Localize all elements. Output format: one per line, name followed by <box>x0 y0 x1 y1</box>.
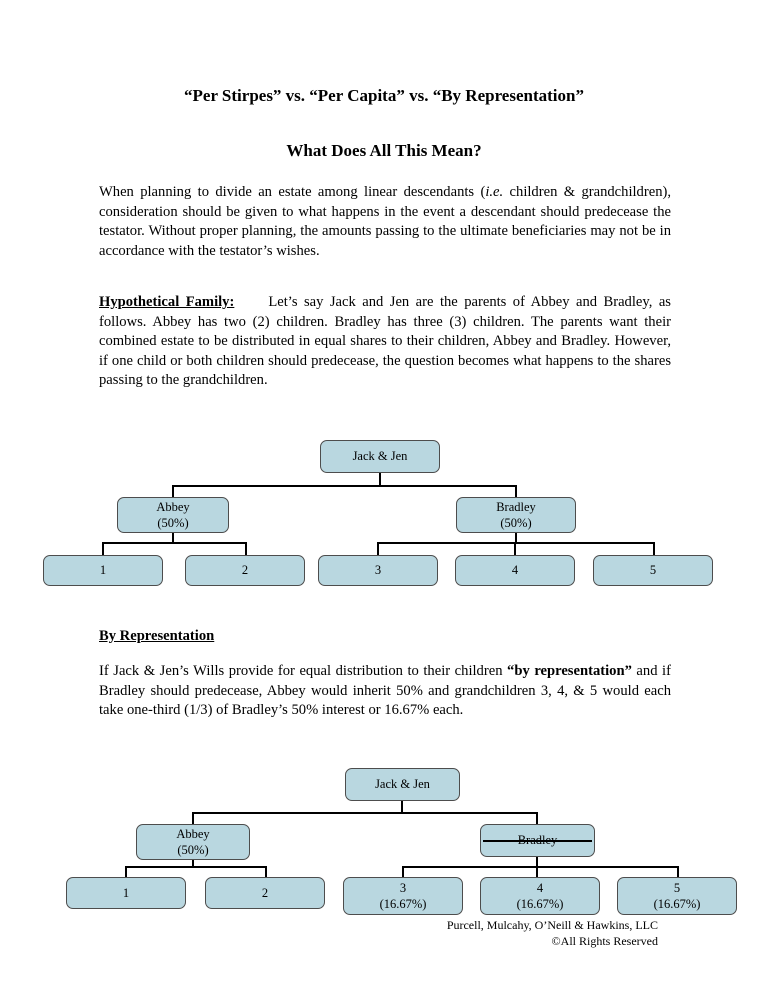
tree-connector <box>677 866 679 877</box>
tree-connector <box>377 542 379 555</box>
tree-connector <box>245 542 247 555</box>
intro-paragraph <box>99 183 671 261</box>
strikethrough-line <box>483 840 592 842</box>
tree2-child-label: 2 <box>261 885 269 900</box>
by-representation-heading: By Representation <box>99 628 215 644</box>
tree2-root-node <box>345 768 460 801</box>
tree2-root-label: Jack & Jen <box>375 777 430 792</box>
tree1-child-label: 2 <box>241 563 249 578</box>
intro-text-part2: children & grandchildren), consideration should be given to what happens in the event a descendant should predecease the testator. Without proper planning, the amounts passing to the ultimate beneficiaries may not be in accordance with the testator’s wishes. <box>99 184 671 259</box>
hypothetical-text: Let’s say Jack and Jen are the parents of Abbey and Bradley, as follows. Abbey has two (2) children. Bradley has three (3) children. The parents want their combined estate to be distributed in equal shares to their children, Abbey and Bradley. However, if one child or both children should predecease, the question becomes what happens to the shares passing to the grandchildren. <box>99 294 671 389</box>
tree1-abbey-node <box>117 497 229 533</box>
tree2-child-node <box>343 877 463 915</box>
tree2-abbey-name: Abbey <box>176 826 210 841</box>
tree-connector <box>172 485 174 497</box>
tree2-bradley-node-deceased <box>480 824 595 857</box>
tree2-abbey-share: (50%) <box>177 843 209 857</box>
tree2-child-share: (16.67%) <box>516 897 564 911</box>
tree-connector <box>515 485 517 497</box>
page-title: “Per Stirpes” vs. “Per Capita” vs. “By Representation” <box>184 86 584 105</box>
tree-connector <box>265 866 267 877</box>
hypothetical-heading: Hypothetical Family: <box>99 294 235 310</box>
tree2-child-node <box>205 877 325 909</box>
footer-firm-name: Purcell, Mulcahy, O’Neill & Hawkins, LLC <box>446 918 658 932</box>
tree2-child-node <box>617 877 737 915</box>
tree1-root-node <box>320 440 440 473</box>
tree2-child-label: 3 <box>399 880 407 895</box>
tree1-child-node <box>455 555 575 586</box>
tree2-child-share: (16.67%) <box>379 897 427 911</box>
tree1-child-node <box>43 555 163 586</box>
tree1-child-label: 4 <box>511 563 519 578</box>
tree2-child-node <box>66 877 186 909</box>
tree-connector <box>514 542 516 555</box>
by-rep-text-part2: and if Bradley should predecease, Abbey would inherit 50% and grandchildren 3, 4, & 5 would each take one-third (1/3) of Bradley’s 50% interest or 16.67% each. <box>99 663 671 719</box>
tree1-child-node <box>185 555 305 586</box>
tree-connector <box>377 542 655 544</box>
tree2-abbey-node <box>136 824 250 860</box>
hypothetical-paragraph <box>99 293 671 391</box>
page-subtitle: What Does All This Mean? <box>286 141 482 160</box>
tree2-child-node <box>480 877 600 915</box>
tree2-child-label: 1 <box>122 885 130 900</box>
tree1-abbey-name: Abbey <box>156 499 190 514</box>
tree1-bradley-node <box>456 497 576 533</box>
tree-connector <box>102 542 104 555</box>
tree-connector <box>125 866 127 877</box>
tree1-child-label: 1 <box>99 563 107 578</box>
tree1-child-node <box>318 555 438 586</box>
tree-connector <box>402 866 679 868</box>
tree-connector <box>536 866 538 877</box>
intro-text-part1: When planning to divide an estate among linear descendants ( <box>99 184 486 200</box>
tree2-child-share: (16.67%) <box>653 897 701 911</box>
by-rep-text-bold: “by representation” <box>507 663 632 679</box>
tree1-child-label: 3 <box>374 563 382 578</box>
tree-connector <box>192 812 538 814</box>
tree-connector <box>653 542 655 555</box>
tree1-root-label: Jack & Jen <box>352 449 408 464</box>
tree-connector <box>102 542 247 544</box>
intro-text-italic: i.e. <box>485 184 504 200</box>
tree1-child-node <box>593 555 713 586</box>
tree2-child-label: 5 <box>673 880 681 895</box>
tree2-child-label: 4 <box>536 880 544 895</box>
by-representation-paragraph <box>99 662 671 721</box>
tree1-bradley-name: Bradley <box>496 499 536 514</box>
tree-connector <box>172 485 517 487</box>
by-rep-text-part1: If Jack & Jen’s Wills provide for equal distribution to their children <box>99 663 508 679</box>
tree-connector <box>536 812 538 824</box>
tree1-abbey-share: (50%) <box>157 516 189 530</box>
tree-connector <box>402 866 404 877</box>
tree-connector <box>125 866 267 868</box>
footer <box>0 917 658 949</box>
tree-connector <box>192 812 194 824</box>
tree1-bradley-share: (50%) <box>500 516 532 530</box>
tree1-child-label: 5 <box>649 563 657 578</box>
footer-copyright: ©All Rights Reserved <box>551 934 658 948</box>
